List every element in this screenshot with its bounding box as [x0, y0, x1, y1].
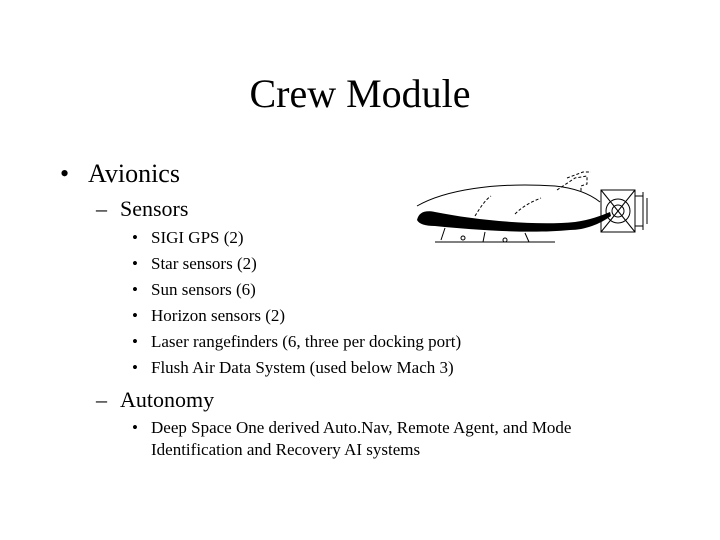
sensor-item-text: Horizon sensors (2) [151, 306, 286, 325]
bullet-marker: • [132, 228, 138, 247]
sensors-heading [96, 196, 188, 222]
sensor-item [132, 279, 256, 301]
sensor-item [132, 305, 285, 327]
autonomy-label: Autonomy [120, 387, 215, 412]
autonomy-item-text: Deep Space One derived Auto.Nav, Remote Agent, and Mode Identification and Recovery AI systems [151, 418, 572, 459]
bullet-marker: • [132, 358, 138, 377]
bullet-marker: • [132, 306, 138, 325]
avionics-bullet [60, 158, 180, 190]
sensor-item [132, 227, 244, 249]
dash-marker: – [96, 387, 107, 412]
sensors-label: Sensors [120, 196, 189, 221]
autonomy-item [132, 417, 652, 461]
sensor-item-text: Flush Air Data System (used below Mach 3) [151, 358, 454, 377]
sensor-item [132, 357, 454, 379]
bullet-marker: • [132, 254, 138, 273]
bullet-marker: • [60, 159, 70, 188]
sensor-item-text: Sun sensors (6) [151, 280, 256, 299]
autonomy-heading [96, 387, 214, 413]
sensor-item-text: Laser rangefinders (6, three per docking port) [151, 332, 462, 351]
bullet-marker: • [132, 418, 138, 437]
sensor-item-text: SIGI GPS (2) [151, 228, 244, 247]
crew-module-vehicle-illustration [405, 168, 650, 252]
avionics-label: Avionics [88, 159, 180, 188]
sensor-item [132, 253, 257, 275]
bullet-marker: • [132, 332, 138, 351]
slide-title: Crew Module [249, 71, 471, 116]
sensor-item [132, 331, 461, 353]
sensor-item-text: Star sensors (2) [151, 254, 257, 273]
dash-marker: – [96, 196, 107, 221]
bullet-marker: • [132, 280, 138, 299]
